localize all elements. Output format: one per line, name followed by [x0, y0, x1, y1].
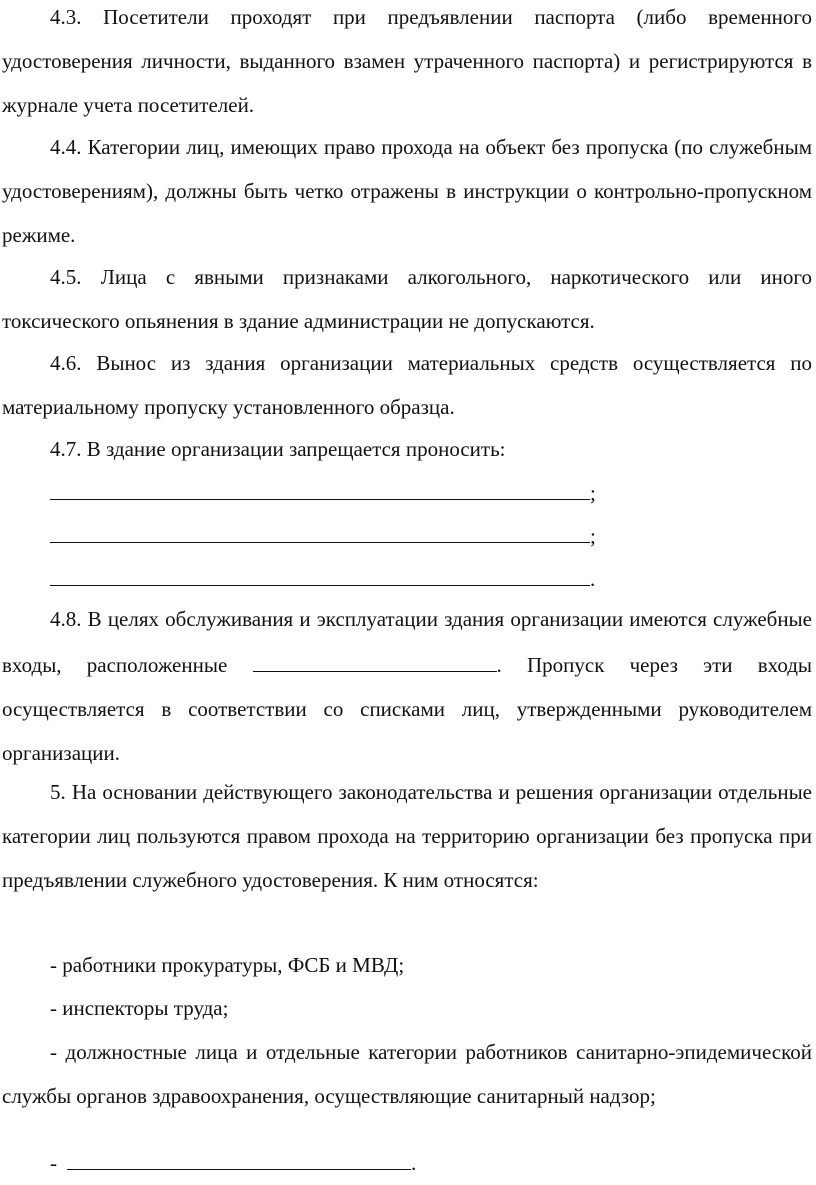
- blank-underline: [67, 1139, 411, 1170]
- line-end-punctuation: .: [411, 1151, 417, 1175]
- paragraph-4-4: 4.4. Категории лиц, имеющих право прохода на объект без пропуска (по служебным удостоверениям), должны быть четко отражены в инструкции о контрольно-пропускном режиме.: [2, 135, 812, 247]
- blank-underline: [50, 512, 590, 543]
- paragraph-5: 5. На основании действующего законодательства и решения организации отдельные категории лиц пользуются правом прохода на территорию организации без пропуска при предъявлении служебного удостоверения. К ним относятся:: [2, 780, 812, 892]
- paragraph-4-8-end: . Пропуск через эти входы осуществляется в соответствии со списками лиц, утвержденными руководителем организации.: [2, 653, 813, 765]
- paragraph-4-6: 4.6. Вынос из здания организации материальных средств осуществляется по материальному пропуску установленного образца.: [2, 351, 812, 419]
- paragraph-4-8: [2, 597, 812, 775]
- blank-underline: [253, 641, 497, 672]
- fill-in-line-1: [50, 469, 596, 515]
- line-end-punctuation: .: [590, 567, 596, 591]
- paragraph-4-3: 4.3. Посетители проходят при предъявлении паспорта (либо временного удостоверения личности, выданного взамен утраченного паспорта) и регистрируются в журнале учета посетителей.: [2, 5, 812, 117]
- blank-underline: [50, 469, 590, 500]
- paragraph-4-7: 4.7. В здание организации запрещается проносить:: [50, 437, 506, 461]
- line-end-punctuation: ;: [590, 481, 596, 505]
- blank-underline: [50, 555, 590, 586]
- list-item: - инспекторы труда;: [50, 996, 229, 1020]
- line-end-punctuation: ;: [590, 524, 596, 548]
- fill-in-line-3: [50, 555, 595, 601]
- paragraph-4-8-start: 4.8. В целях обслуживания и эксплуатации здания организации имеются служебные входы, расположенные: [2, 607, 812, 677]
- fill-in-line-2: [50, 512, 596, 558]
- list-item-blank: [50, 1139, 416, 1185]
- list-item: - должностные лица и отдельные категории работников санитарно-эпидемической службы органов здравоохранения, осуществляющие санитарный надзор;: [2, 1040, 812, 1108]
- list-item: - работники прокуратуры, ФСБ и МВД;: [50, 953, 405, 977]
- paragraph-4-5: 4.5. Лица с явными признаками алкогольного, наркотического или иного токсического опьянения в здание администрации не допускаются.: [2, 265, 812, 333]
- list-dash: -: [50, 1151, 57, 1175]
